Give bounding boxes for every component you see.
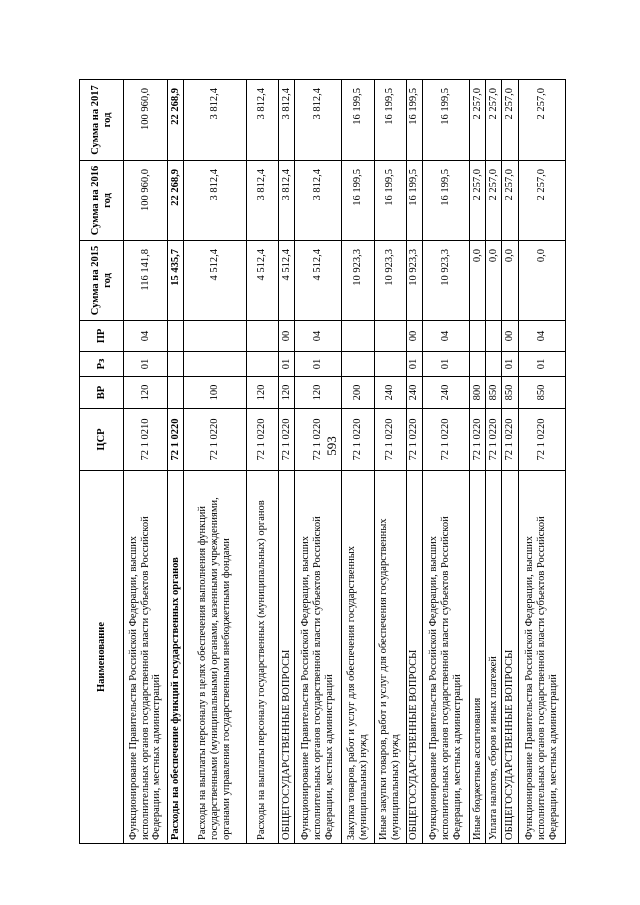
table-row — [518, 80, 565, 844]
cell-name: Расходы на обеспечение функций государственных органов — [168, 471, 184, 844]
cell-sum-2015: 0,0 — [502, 241, 518, 321]
cell-csr: 72 1 0220 — [184, 409, 246, 471]
cell-sum-2016: 2 257,0 — [470, 161, 486, 241]
cell-vr: 240 — [406, 377, 422, 409]
cell-sum-2017: 16 199,5 — [406, 80, 422, 161]
cell-vr: 800 — [470, 377, 486, 409]
cell-name: ОБЩЕГОСУДАРСТВЕННЫЕ ВОПРОСЫ — [278, 471, 294, 844]
cell-rz: 01 — [406, 352, 422, 377]
cell-name: ОБЩЕГОСУДАРСТВЕННЫЕ ВОПРОСЫ — [406, 471, 422, 844]
cell-vr: 120 — [124, 377, 168, 409]
cell-name: ОБЩЕГОСУДАРСТВЕННЫЕ ВОПРОСЫ — [502, 471, 518, 844]
cell-sum-2015: 4 512,4 — [278, 241, 294, 321]
cell-vr: 850 — [502, 377, 518, 409]
table-row — [406, 80, 422, 844]
cell-sum-2016: 22 268,9 — [168, 161, 184, 241]
cell-sum-2015: 10 923,3 — [374, 241, 406, 321]
table-row — [470, 80, 486, 844]
header-rz: Рз — [80, 352, 124, 377]
budget-table — [79, 79, 566, 844]
cell-sum-2017: 3 812,4 — [246, 80, 278, 161]
cell-sum-2015: 4 512,4 — [294, 241, 341, 321]
cell-vr: 850 — [518, 377, 565, 409]
cell-sum-2017: 2 257,0 — [518, 80, 565, 161]
cell-name: Функционирование Правительства Российской Федерации, высших исполнительных органов государственной власти субъектов Российской Федерации, местных администраций — [422, 471, 469, 844]
cell-sum-2015: 10 923,3 — [342, 241, 374, 321]
cell-csr: 72 1 0220 — [486, 409, 502, 471]
cell-name: Закупка товаров, работ и услуг для обеспечения государственных (муниципальных) нужд — [342, 471, 374, 844]
cell-csr: 72 1 0220 — [406, 409, 422, 471]
cell-vr: 240 — [374, 377, 406, 409]
cell-sum-2015: 0,0 — [470, 241, 486, 321]
cell-sum-2016: 16 199,5 — [374, 161, 406, 241]
cell-sum-2016: 2 257,0 — [486, 161, 502, 241]
cell-csr: 72 1 0210 — [124, 409, 168, 471]
cell-sum-2017: 3 812,4 — [278, 80, 294, 161]
table-row — [246, 80, 278, 844]
rotated-table-container — [79, 80, 566, 844]
cell-sum-2017: 22 268,9 — [168, 80, 184, 161]
table-row — [342, 80, 374, 844]
cell-pr — [374, 321, 406, 352]
cell-sum-2017: 3 812,4 — [184, 80, 246, 161]
cell-sum-2015: 116 141,8 — [124, 241, 168, 321]
cell-csr: 72 1 0220 — [502, 409, 518, 471]
cell-sum-2016: 2 257,0 — [518, 161, 565, 241]
cell-sum-2017: 16 199,5 — [422, 80, 469, 161]
table-row — [294, 80, 341, 844]
cell-rz: 01 — [518, 352, 565, 377]
cell-vr: 120 — [246, 377, 278, 409]
cell-pr — [184, 321, 246, 352]
cell-csr: 72 1 0220 — [246, 409, 278, 471]
cell-sum-2017: 3 812,4 — [294, 80, 341, 161]
cell-name: Расходы на выплаты персоналу государственных (муниципальных) органов — [246, 471, 278, 844]
table-row — [486, 80, 502, 844]
cell-pr: 00 — [406, 321, 422, 352]
table-row — [124, 80, 168, 844]
cell-pr: 04 — [518, 321, 565, 352]
cell-pr — [246, 321, 278, 352]
cell-pr — [342, 321, 374, 352]
cell-csr: 72 1 0220 — [278, 409, 294, 471]
header-sum-2016: Сумма на 2016 год — [80, 161, 124, 241]
cell-pr: 04 — [294, 321, 341, 352]
cell-sum-2015: 15 435,7 — [168, 241, 184, 321]
cell-pr — [486, 321, 502, 352]
cell-vr: 120 — [294, 377, 341, 409]
table-row — [168, 80, 184, 844]
cell-rz — [342, 352, 374, 377]
cell-sum-2016: 3 812,4 — [294, 161, 341, 241]
cell-csr: 72 1 0220 — [342, 409, 374, 471]
cell-sum-2017: 2 257,0 — [486, 80, 502, 161]
cell-pr: 04 — [124, 321, 168, 352]
cell-vr: 850 — [486, 377, 502, 409]
cell-vr: 240 — [422, 377, 469, 409]
cell-name: Иные закупки товаров, работ и услуг для обеспечения государственных (муниципальных) нужд — [374, 471, 406, 844]
cell-sum-2016: 3 812,4 — [246, 161, 278, 241]
cell-csr: 72 1 0220 — [518, 409, 565, 471]
cell-csr: 72 1 0220 — [422, 409, 469, 471]
cell-name: Функционирование Правительства Российской Федерации, высших исполнительных органов государственной власти субъектов Российской Федерации, местных администраций — [124, 471, 168, 844]
cell-pr: 00 — [502, 321, 518, 352]
cell-name: Иные бюджетные ассигнования — [470, 471, 486, 844]
cell-rz — [184, 352, 246, 377]
cell-sum-2016: 16 199,5 — [422, 161, 469, 241]
cell-rz: 01 — [124, 352, 168, 377]
cell-pr: 00 — [278, 321, 294, 352]
cell-sum-2015: 4 512,4 — [246, 241, 278, 321]
header-pr: ПР — [80, 321, 124, 352]
cell-sum-2015: 10 923,3 — [406, 241, 422, 321]
cell-pr: 04 — [422, 321, 469, 352]
cell-vr: 200 — [342, 377, 374, 409]
header-sum-2017: Сумма на 2017 год — [80, 80, 124, 161]
cell-sum-2016: 16 199,5 — [406, 161, 422, 241]
cell-sum-2015: 10 923,3 — [422, 241, 469, 321]
cell-sum-2017: 16 199,5 — [374, 80, 406, 161]
cell-vr: 120 — [278, 377, 294, 409]
cell-csr: 72 1 0220 — [374, 409, 406, 471]
cell-sum-2017: 2 257,0 — [502, 80, 518, 161]
cell-sum-2015: 4 512,4 — [184, 241, 246, 321]
cell-name: Расходы на выплаты персоналу в целях обеспечения выполнения функций государственными (муниципальными) органами, казенными учреждениями, органами управления государственными внебюджетными фондами — [184, 471, 246, 844]
cell-rz — [470, 352, 486, 377]
table-row — [278, 80, 294, 844]
page-number: 593 — [324, 436, 339, 456]
table-row — [374, 80, 406, 844]
cell-csr: 72 1 0220 — [294, 409, 341, 471]
cell-sum-2016: 2 257,0 — [502, 161, 518, 241]
cell-rz — [486, 352, 502, 377]
cell-rz: 01 — [502, 352, 518, 377]
cell-sum-2015: 0,0 — [486, 241, 502, 321]
table-row — [184, 80, 246, 844]
header-name: Наименование — [80, 471, 124, 844]
cell-pr — [168, 321, 184, 352]
cell-sum-2016: 3 812,4 — [184, 161, 246, 241]
cell-rz: 01 — [278, 352, 294, 377]
cell-sum-2017: 100 960,0 — [124, 80, 168, 161]
header-csr: ЦСР — [80, 409, 124, 471]
cell-rz — [246, 352, 278, 377]
cell-pr — [470, 321, 486, 352]
cell-name: Функционирование Правительства Российской Федерации, высших исполнительных органов государственной власти субъектов Российской Федерации, местных администраций — [294, 471, 341, 844]
cell-sum-2016: 100 960,0 — [124, 161, 168, 241]
cell-sum-2016: 3 812,4 — [278, 161, 294, 241]
header-vr: ВР — [80, 377, 124, 409]
cell-sum-2017: 2 257,0 — [470, 80, 486, 161]
cell-csr: 72 1 0220 — [470, 409, 486, 471]
cell-rz: 01 — [422, 352, 469, 377]
table-row — [502, 80, 518, 844]
cell-vr — [168, 377, 184, 409]
cell-rz: 01 — [294, 352, 341, 377]
cell-vr: 100 — [184, 377, 246, 409]
cell-sum-2015: 0,0 — [518, 241, 565, 321]
header-sum-2015: Сумма на 2015 год — [80, 241, 124, 321]
cell-rz — [168, 352, 184, 377]
cell-csr: 72 1 0220 — [168, 409, 184, 471]
table-row — [422, 80, 469, 844]
cell-name: Функционирование Правительства Российской Федерации, высших исполнительных органов государственной власти субъектов Российской Федерации, местных администраций — [518, 471, 565, 844]
cell-rz — [374, 352, 406, 377]
cell-name: Уплата налогов, сборов и иных платежей — [486, 471, 502, 844]
cell-sum-2016: 16 199,5 — [342, 161, 374, 241]
cell-sum-2017: 16 199,5 — [342, 80, 374, 161]
table-header-row — [80, 80, 124, 844]
